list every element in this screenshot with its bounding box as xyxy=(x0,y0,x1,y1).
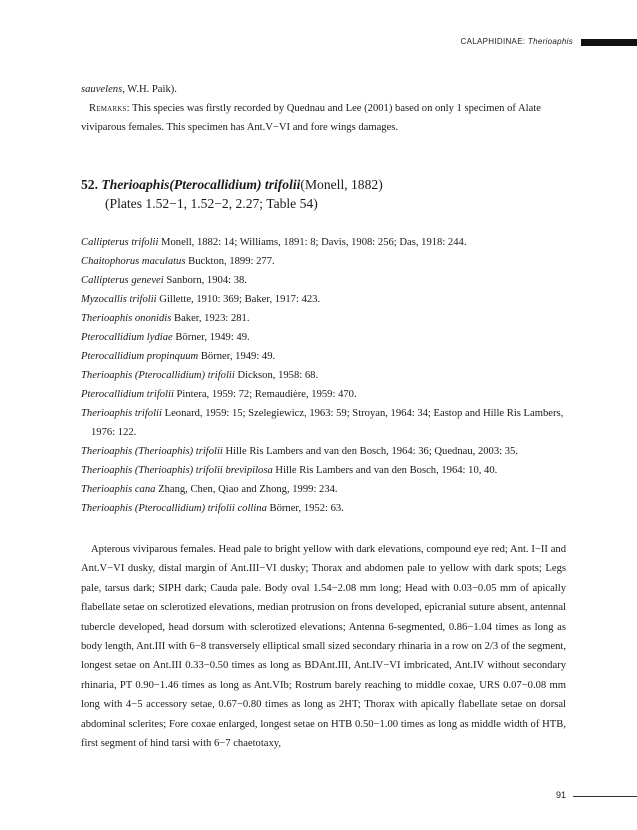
synonym-name: Therioaphis (Pterocallidium) trifolii xyxy=(81,370,235,381)
description-paragraph: Apterous viviparous females. Head pale to bright yellow with dark elevations, compound eye red; Ant. I−II and Ant.V−VI dusky, distal margin of Ant.III−VI dusky; Thorax and abdomen pale to yellow with dark spots; Legs pale, tarsus dark; SIPH dark; Cauda pale. Body oval 1.54−2.08 mm long; Head with 0.03−0.05 mm of apically flabellate setae on sclerotized elevations, median protrusion on frons developed, epicranial suture absent, antennal tubercle developed, head dorsum with sclerotized elevations; Antenna 6-segmented, 0.86−1.04 times as long as body length, Ant.III with 6−8 transversely elliptical small sized secondary rhinaria in a row on 2/3 of the segment, longest setae on Ant.III 0.33−0.50 times as long as BDAnt.III, Ant.IV−VI imbricated, Ant.IV without secondary rhinaria, PT 0.90−1.46 times as long as Ant.VIb; Rostrum barely reaching to middle coxae, URS 0.07−0.08 mm long with 4−5 accessory setae, 0.67−0.80 times as long as 2HT; Thorax with apically flabellate setae on dorsal abdominal sclerites; Fore coxae enlarged, longest setae on HTB 0.50−1.00 times as long as middle width of HTB, first segment of hind tarsi with 6−7 chaetotaxy, xyxy=(81,544,566,750)
header-bar xyxy=(581,39,637,46)
synonym-name: Callipterus trifolii xyxy=(81,237,159,248)
synonym-reference: Hille Ris Lambers and van den Bosch, 1964: 36; Quednau, 2003: 35. xyxy=(222,446,518,457)
trail-rest: , W.H. Paik). xyxy=(122,84,177,95)
synonym-entry xyxy=(81,233,566,252)
synonym-name: Therioaphis (Therioaphis) trifolii xyxy=(81,446,223,457)
synonym-reference: Börner, 1949: 49. xyxy=(198,351,276,362)
synonym-name: Therioaphis cana xyxy=(81,484,156,495)
synonym-entry xyxy=(81,290,566,309)
synonym-name: Therioaphis (Pterocallidium) trifolii collina xyxy=(81,503,267,514)
trail-taxon: sauvelens xyxy=(81,84,123,95)
synonym-entry xyxy=(81,442,566,461)
synonym-reference: Baker, 1923: 281. xyxy=(171,313,250,324)
running-header xyxy=(0,36,637,50)
synonym-reference: Börner, 1952: 63. xyxy=(266,503,344,514)
synonym-name: Pterocallidium lydiae xyxy=(81,332,173,343)
header-genus: Therioaphis xyxy=(527,37,573,46)
species-plates: (Plates 1.52−1, 1.52−2, 2.27; Table 54) xyxy=(105,196,318,211)
synonym-entry xyxy=(81,347,566,366)
synonym-entry xyxy=(81,366,566,385)
synonym-name: Therioaphis (Therioaphis) trifolii brevipilosa xyxy=(81,465,273,476)
synonym-reference: Börner, 1949: 49. xyxy=(172,332,250,343)
synonym-reference: Leonard, 1959: 15; Szelegiewicz, 1963: 59; Stroyan, 1964: 34; Eastop and Hille Ris Lambers, 1976: 122. xyxy=(91,408,564,438)
synonym-entry xyxy=(81,252,566,271)
synonym-entry xyxy=(81,480,566,499)
species-subgenus: (Pterocallidium) xyxy=(169,177,262,192)
synonym-name: Therioaphis trifolii xyxy=(81,408,162,419)
synonym-entry xyxy=(81,271,566,290)
page-content xyxy=(81,80,566,753)
remarks-paragraph xyxy=(81,99,566,137)
synonym-reference: Sanborn, 1904: 38. xyxy=(163,275,247,286)
species-genus: Therioaphis xyxy=(101,177,170,192)
synonym-name: Callipterus genevei xyxy=(81,275,164,286)
running-header-text xyxy=(461,37,573,46)
remarks-text: : This species was firstly recorded by Quednau and Lee (2001) based on only 1 specimen of Alate viviparous females. This specimen has Ant.V−VI and fore wings damages. xyxy=(81,103,541,133)
synonym-name: Myzocallis trifolii xyxy=(81,294,157,305)
synonym-reference: Monell, 1882: 14; Williams, 1891: 8; Davis, 1908: 256; Das, 1918: 244. xyxy=(158,237,467,248)
header-section: CALAPHIDINAE: xyxy=(460,37,526,46)
synonym-entry xyxy=(81,404,566,442)
page-footer xyxy=(0,790,637,802)
remarks-label: Remarks xyxy=(89,103,127,114)
synonym-reference: Gillette, 1910: 369; Baker, 1917: 423. xyxy=(156,294,321,305)
species-epithet: trifolii xyxy=(264,177,301,192)
synonym-entry xyxy=(81,309,566,328)
synonym-reference: Zhang, Chen, Qiao and Zhong, 1999: 234. xyxy=(155,484,338,495)
synonym-name: Pterocallidium trifolii xyxy=(81,389,174,400)
synonym-reference: Dickson, 1958: 68. xyxy=(234,370,319,381)
synonym-entry xyxy=(81,328,566,347)
synonym-reference: Pintera, 1959: 72; Remaudière, 1959: 470. xyxy=(173,389,357,400)
footer-rule xyxy=(573,796,637,797)
species-number: 52. xyxy=(81,177,98,192)
synonym-name: Therioaphis ononidis xyxy=(81,313,172,324)
synonym-reference: Buckton, 1899: 277. xyxy=(185,256,275,267)
synonym-entry xyxy=(81,461,566,480)
synonym-list xyxy=(81,233,566,518)
synonym-entry xyxy=(81,385,566,404)
synonym-entry xyxy=(81,499,566,518)
species-heading xyxy=(81,175,566,213)
synonym-name: Pterocallidium propinquum xyxy=(81,351,199,362)
previous-entry-trail xyxy=(81,80,566,99)
synonym-name: Chaitophorus maculatus xyxy=(81,256,186,267)
species-authority: (Monell, 1882) xyxy=(300,177,383,192)
synonym-reference: Hille Ris Lambers and van den Bosch, 1964: 10, 40. xyxy=(272,465,498,476)
page-number: 91 xyxy=(555,790,566,800)
